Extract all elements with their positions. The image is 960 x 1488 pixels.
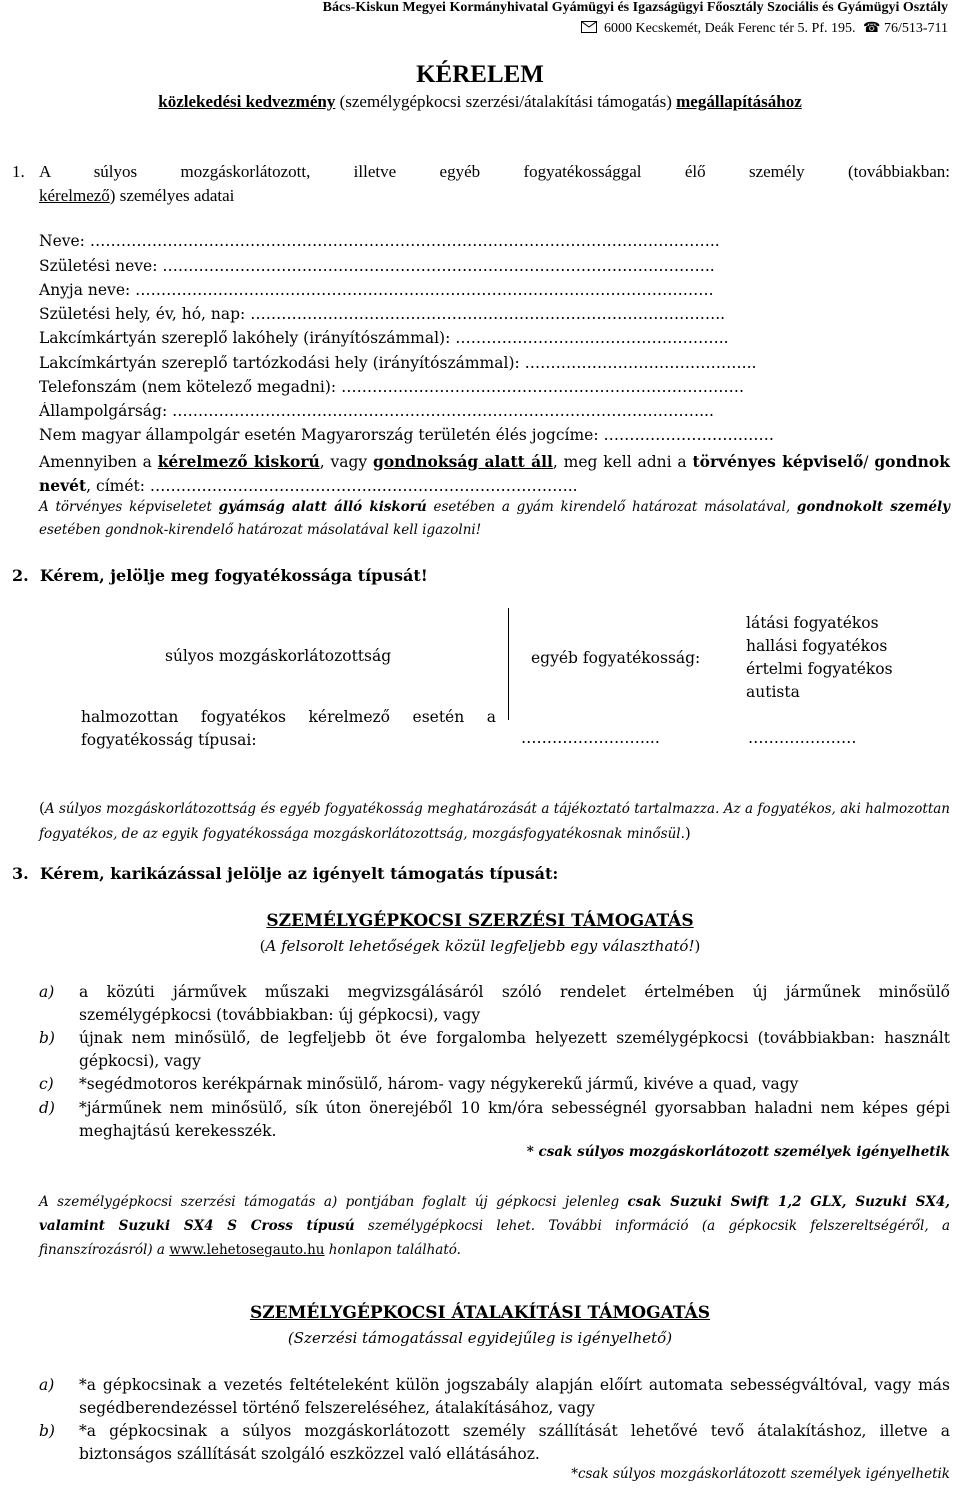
conversion-option-b[interactable] — [39, 1420, 950, 1466]
option-text: *a gépkocsinak a súlyos mozgáskorlátozott személy szállítását lehetővé tevő átalakításhoz, illetve a biztonságos szállítását szolgáló eszközzel való ellátásához. — [79, 1422, 950, 1463]
option-marker: d) — [39, 1099, 55, 1117]
option-text: *a gépkocsinak a vezetés feltételeként külön jogszabály alapján előírt automata sebességváltóval, vagy más segédberendezéssel történő felszereléséhez, átalakításához, vagy — [79, 1376, 950, 1417]
field-mother-name[interactable]: Anyja neve: …………………………………………………………………………………………………. — [39, 281, 714, 299]
purchase-option-b[interactable] — [39, 1027, 950, 1073]
note-under-care: gondnokolt személy — [796, 499, 950, 515]
purchase-subtitle-text: A felsorolt lehetőségek közül legfeljebb egy választható! — [265, 937, 695, 955]
other-disability-label: egyéb fogyatékosság: — [531, 649, 701, 667]
section1-heading — [12, 162, 950, 206]
field-residence[interactable]: Lakcímkártyán szereplő lakóhely (irányítószámmal): …………………………………………….. — [39, 329, 729, 347]
option-marker: b) — [39, 1422, 55, 1440]
note-minor: gyámság alatt álló kiskorú — [218, 499, 427, 515]
phone-icon: ☎ — [863, 21, 881, 36]
guardian-minor: kérelmező kiskorú — [157, 452, 320, 471]
section1-line1: A súlyos mozgáskorlátozott, illetve egyéb fogyatékossággal élő személy (továbbiakban: — [39, 162, 950, 181]
other-disability-options — [746, 612, 893, 704]
guardian-field[interactable] — [39, 450, 950, 498]
purchase-option-c[interactable] — [39, 1073, 950, 1096]
field-birth-place-date[interactable]: Születési hely, év, hó, nap: ……………………………………………………………………………….. — [39, 305, 726, 323]
option-autism[interactable]: autista — [746, 683, 800, 701]
purchase-option-a[interactable] — [39, 981, 950, 1027]
multi-blank-1[interactable]: ……………………... — [521, 729, 660, 747]
website-link[interactable]: www.lehetosegauto.hu — [169, 1242, 325, 1258]
conversion-option-a[interactable] — [39, 1374, 950, 1420]
option-text: *segédmotoros kerékpárnak minősülő, három- vagy négykerekű jármű, kivéve a quad, vagy — [79, 1075, 799, 1093]
column-divider — [508, 608, 509, 720]
multi-label-line1: halmozottan fogyatékos kérelmező esetén a — [81, 708, 496, 726]
note-close-paren: ) — [684, 824, 691, 842]
envelope-icon — [581, 21, 597, 33]
option-marker: b) — [39, 1029, 55, 1047]
purchase-title: SZEMÉLYGÉPKOCSI SZERZÉSI TÁMOGATÁS — [266, 911, 694, 931]
guardian-text-3: , meg kell adni a — [552, 453, 693, 471]
office-name: Bács-Kiskun Megyei Kormányhivatal Gyámügyi és Igazságügyi Főosztály Szociális és Gyámügyi Osztály — [322, 0, 948, 15]
guardian-text-2: , vagy — [319, 453, 373, 471]
info-models: csak Suzuki Swift 1,2 GLX, Suzuki SX4, valamint Suzuki SX4 S Cross típusú — [39, 1194, 951, 1234]
info-text-3: honlapon található. — [324, 1242, 461, 1258]
conversion-footnote: *csak súlyos mozgáskorlátozott személyek igényelhetik — [571, 1466, 950, 1482]
option-mobility[interactable]: súlyos mozgáskorlátozottság — [165, 647, 392, 665]
option-marker: c) — [39, 1075, 54, 1093]
field-residence-title[interactable]: Nem magyar állampolgár esetén Magyarország területén élés jogcíme: …………………………… — [39, 426, 775, 444]
guardian-text-4: , címét: — [86, 477, 150, 495]
purchase-footnote: * csak súlyos mozgáskorlátozott személyek igényelhetik — [526, 1144, 950, 1160]
conversion-title: SZEMÉLYGÉPKOCSI ÁTALAKÍTÁSI TÁMOGATÁS — [249, 1303, 711, 1323]
section2-heading: 2. Kérem, jelölje meg fogyatékossága típusát! — [12, 566, 428, 585]
purchase-subtitle-open: ( — [259, 937, 266, 955]
definition-note-text: A súlyos mozgáskorlátozottság és egyéb fogyatékosság meghatározását a tájékoztató tartalmazza. Az a fogyatékos, aki halmozottan fogyatékos, de az egyik fogyatékossága mozgáskorlátozottság, mozgásfogyatékosnak minősül. — [39, 801, 950, 842]
field-phone[interactable]: Telefonszám (nem kötelező megadni): …………………………………………………………………… — [39, 378, 745, 396]
multi-label-line2: fogyatékosság típusai: — [81, 731, 257, 749]
field-name[interactable]: Neve: ………………………………………………………………………………………………………….. — [39, 232, 720, 250]
field-birth-name[interactable]: Születési neve: …………………………………………………………………………………………….. — [39, 257, 715, 275]
info-text-2: személygépkocsi lehet. További információ (a gépkocsik felszereltségéről, a finanszírozásról) a — [39, 1218, 951, 1258]
note-text-2: esetében a gyám kirendelő határozat másolatával, — [426, 499, 797, 515]
office-phone: 76/513-711 — [883, 21, 948, 36]
option-text: újnak nem minősülő, de legfeljebb öt éve forgalomba helyezett személygépkocsi (továbbiakban: használt gépkocsi), vagy — [79, 1029, 950, 1070]
section1-number: 1. — [12, 162, 25, 181]
office-address: 6000 Kecskemét, Deák Ferenc tér 5. Pf. 195. — [603, 21, 856, 36]
subtitle-part1: közlekedési kedvezmény — [158, 92, 336, 111]
field-stay-address[interactable]: Lakcímkártyán szereplő tartózkodási hely (irányítószámmal): ……………………………………... — [39, 354, 757, 372]
purchase-subtitle — [0, 937, 960, 955]
multi-blank-2[interactable]: ………………… — [748, 729, 857, 747]
guardian-dots: ……………………………………...……………………………….. — [149, 477, 578, 495]
purchase-option-d[interactable] — [39, 1097, 950, 1143]
note-text-1: A törvényes képviseletet — [39, 499, 219, 515]
section1-applicant: kérelmező — [39, 186, 110, 205]
definition-note — [39, 796, 950, 846]
option-intellectual[interactable]: értelmi fogyatékos — [746, 660, 893, 678]
section3-heading: 3. Kérem, karikázással jelölje az igényelt támogatás típusát: — [12, 864, 559, 883]
subtitle-part2: (személygépkocsi szerzési/átalakítási támogatás) — [335, 92, 677, 111]
page-subtitle — [0, 92, 960, 112]
option-text: *járműnek nem minősülő, sík úton önerejéből 10 km/óra sebességnél gyorsabban haladni nem képes gépi meghajtású kerekesszék. — [79, 1099, 950, 1140]
field-citizenship[interactable]: Állampolgárság: …………………………………………………………………………………………... — [39, 402, 714, 420]
info-text-1: A személygépkocsi szerzési támogatás a) pontjában foglalt új gépkocsi jelenleg — [39, 1194, 628, 1210]
guardian-slash: / — [863, 453, 869, 471]
conversion-subtitle: (Szerzési támogatással egyidejűleg is igényelhető) — [287, 1329, 673, 1347]
note-open-paren: ( — [39, 799, 45, 817]
purchase-info — [39, 1190, 950, 1262]
guardian-text-1: Amennyiben a — [39, 453, 158, 471]
multi-disability-label — [81, 706, 496, 752]
option-marker: a) — [39, 1376, 55, 1394]
option-visual[interactable]: látási fogyatékos — [746, 614, 879, 632]
office-contact — [581, 20, 948, 37]
guardian-legal-rep: törvényes képviselő — [692, 452, 864, 471]
guardian-note — [39, 496, 950, 542]
note-text-3: esetében gondnok-kirendelő határozat másolatával kell igazolni! — [39, 522, 482, 538]
option-hearing[interactable]: hallási fogyatékos — [746, 637, 888, 655]
option-marker: a) — [39, 983, 55, 1001]
section1-line2-rest: ) személyes adatai — [109, 186, 235, 205]
page-title: KÉRELEM — [416, 61, 544, 88]
purchase-subtitle-close: ) — [694, 937, 701, 955]
option-text: a közúti járművek műszaki megvizsgálásáról szóló rendelet értelmében új járműnek minősülő személygépkocsi (továbbiakban: új gépkocsi), vagy — [79, 983, 950, 1024]
guardian-under-care: gondnokság alatt áll — [372, 452, 553, 471]
subtitle-part3: megállapításához — [676, 92, 802, 111]
guardian-name-label: gondnok nevét — [39, 452, 950, 495]
